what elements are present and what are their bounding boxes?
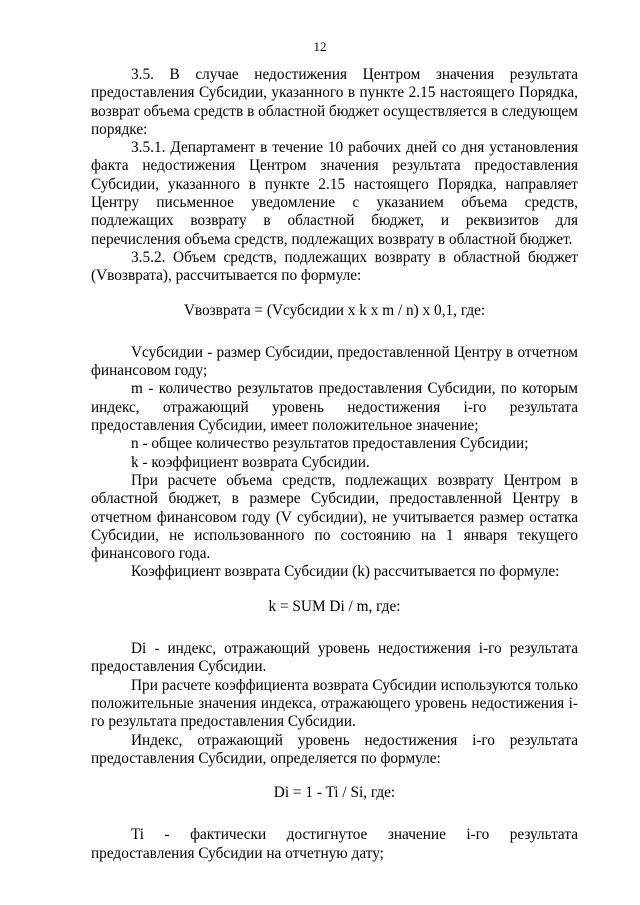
definition-m: m - количество результатов предоставления Субсидии, по которым индекс, отражающий уровень недостижения i-го результата предоставления Субсидии, имеет положительное значение; xyxy=(91,380,578,435)
formula-index: Di = 1 - Ti / Si, где: xyxy=(273,784,396,802)
paragraph-3-5-2: 3.5.2. Объем средств, подлежащих возврату в областной бюджет (Vвозврата), рассчитывается по формуле: xyxy=(91,248,578,285)
page-number: 12 xyxy=(313,39,327,54)
paragraph-3-5-1: 3.5.1. Департамент в течение 10 рабочих дней со дня установления факта недостижения Центром значения результата предоставления Субсидии, указанного в пункте 2.15 настоящего Порядка, направляет Центру письменное уведомление с указанием объема средств, подлежащих возврату в областной бюджет, и реквизитов для перечисления объема средств, подлежащих возврату в областной бюджет. xyxy=(91,139,578,248)
definition-k: k - коэффициент возврата Субсидии. xyxy=(131,453,370,471)
definition-n: n - общее количество результатов предоставления Субсидии; xyxy=(131,435,529,453)
paragraph-index-intro: Индекс, отражающий уровень недостижения i-го результата предоставления Субсидии, определяется по формуле: xyxy=(91,731,578,767)
paragraph-calculation-note: При расчете объема средств, подлежащих возврату Центром в областной бюджет, в размере Субсидии, предоставленной Центру в отчетном финансовом году (V субсидии), не учитывается размер остатка Субсидии, не использованного по состоянию на 1 января текущего финансового года. xyxy=(91,471,578,563)
definition-di: Di - индекс, отражающий уровень недостижения i-го результата предоставления Субсидии. xyxy=(91,640,578,676)
definition-ti: Ti - фактически достигнутое значение i-го результата предоставления Субсидии на отчетную дату; xyxy=(91,826,578,862)
paragraph-coefficient-intro: Коэффициент возврата Субсидии (k) рассчитывается по формуле: xyxy=(131,563,560,581)
formula-return-volume: Vвозврата = (Vсубсидии x k x m / n) x 0,1, где: xyxy=(183,301,486,319)
paragraph-positive-values: При расчете коэффициента возврата Субсидии используются только положительные значения индекса, отражающего уровень недостижения i-го результата предоставления Субсидии. xyxy=(91,676,578,731)
definition-v-subsidy: Vсубсидии - размер Субсидии, предоставленной Центру в отчетном финансовом году; xyxy=(91,343,578,380)
paragraph-3-5: 3.5. В случае недостижения Центром значения результата предоставления Субсидии, указанного в пункте 2.15 настоящего Порядка, возврат объема средств в областной бюджет осуществляется в следующем порядке: xyxy=(91,66,578,138)
formula-coefficient: k = SUM Di / m, где: xyxy=(268,597,401,615)
document-body xyxy=(91,66,578,863)
